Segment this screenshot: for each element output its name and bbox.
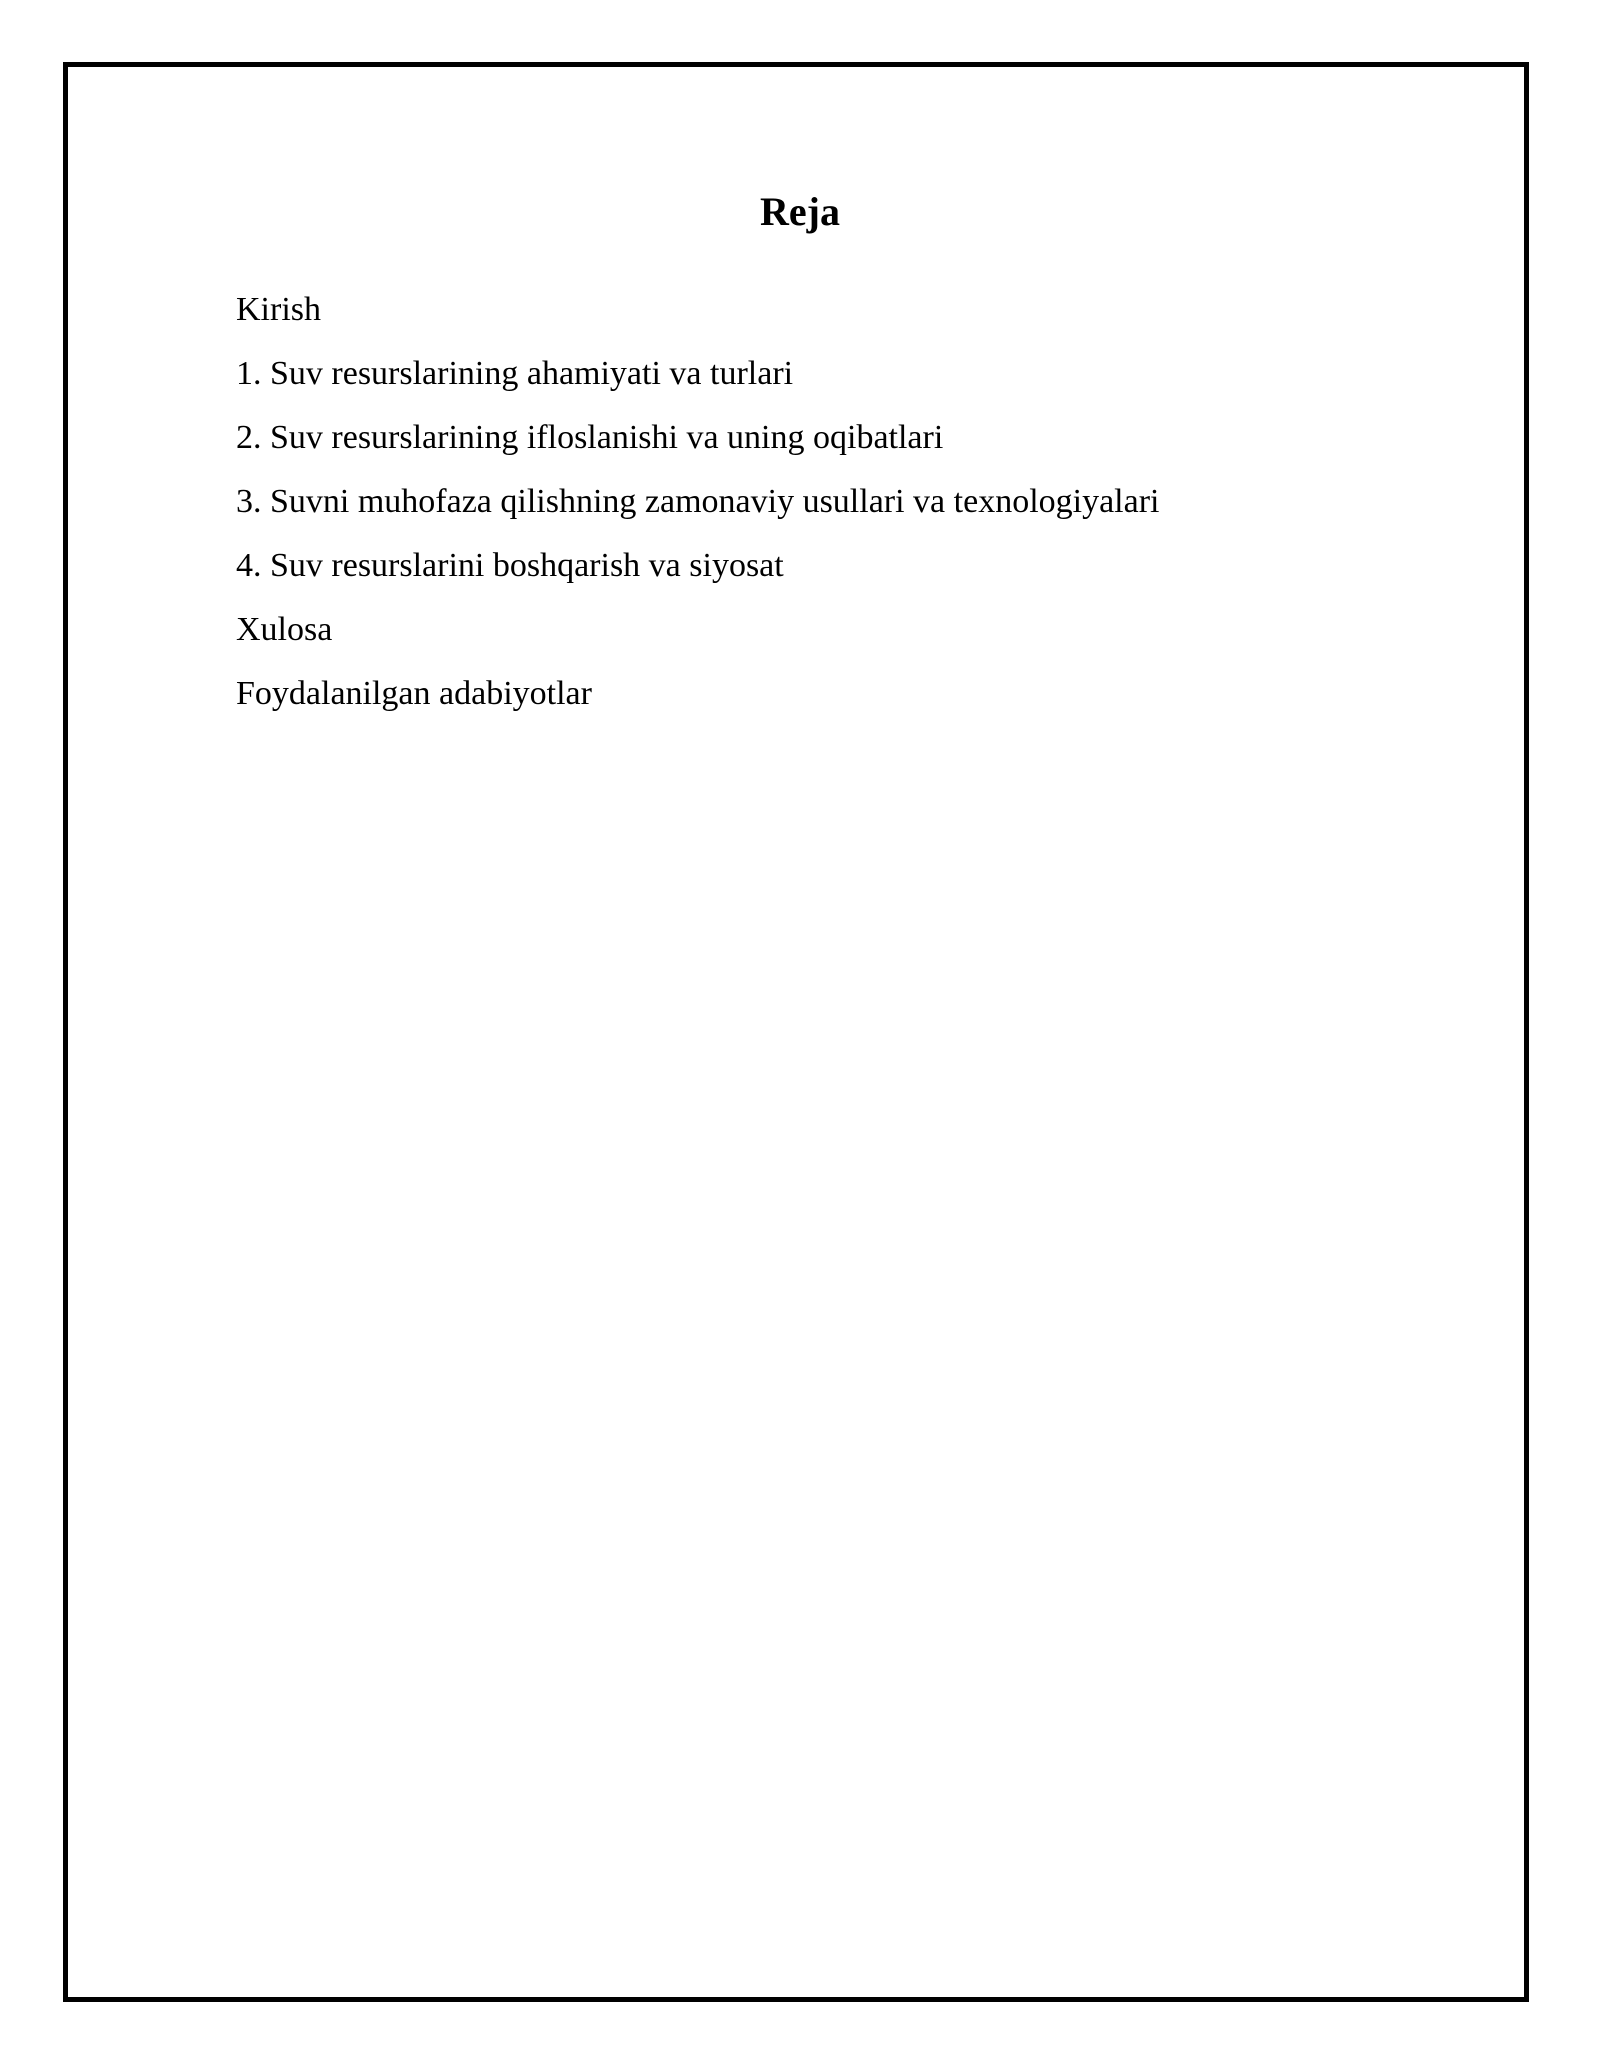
plan-item-introduction: Kirish [236, 291, 321, 328]
page-title: Reja [760, 189, 840, 234]
plan-list [236, 290, 1159, 738]
plan-item-4: 4. Suv resurslarini boshqarish va siyosat [236, 547, 784, 584]
plan-item-conclusion: Xulosa [236, 611, 333, 648]
plan-item-2: 2. Suv resurslarining ifloslanishi va uning oqibatlari [236, 419, 944, 456]
plan-item-3: 3. Suvni muhofaza qilishning zamonaviy usullari va texnologiyalari [236, 483, 1160, 520]
plan-item-1: 1. Suv resurslarining ahamiyati va turlari [236, 355, 794, 392]
plan-item-references: Foydalanilgan adabiyotlar [236, 675, 592, 712]
